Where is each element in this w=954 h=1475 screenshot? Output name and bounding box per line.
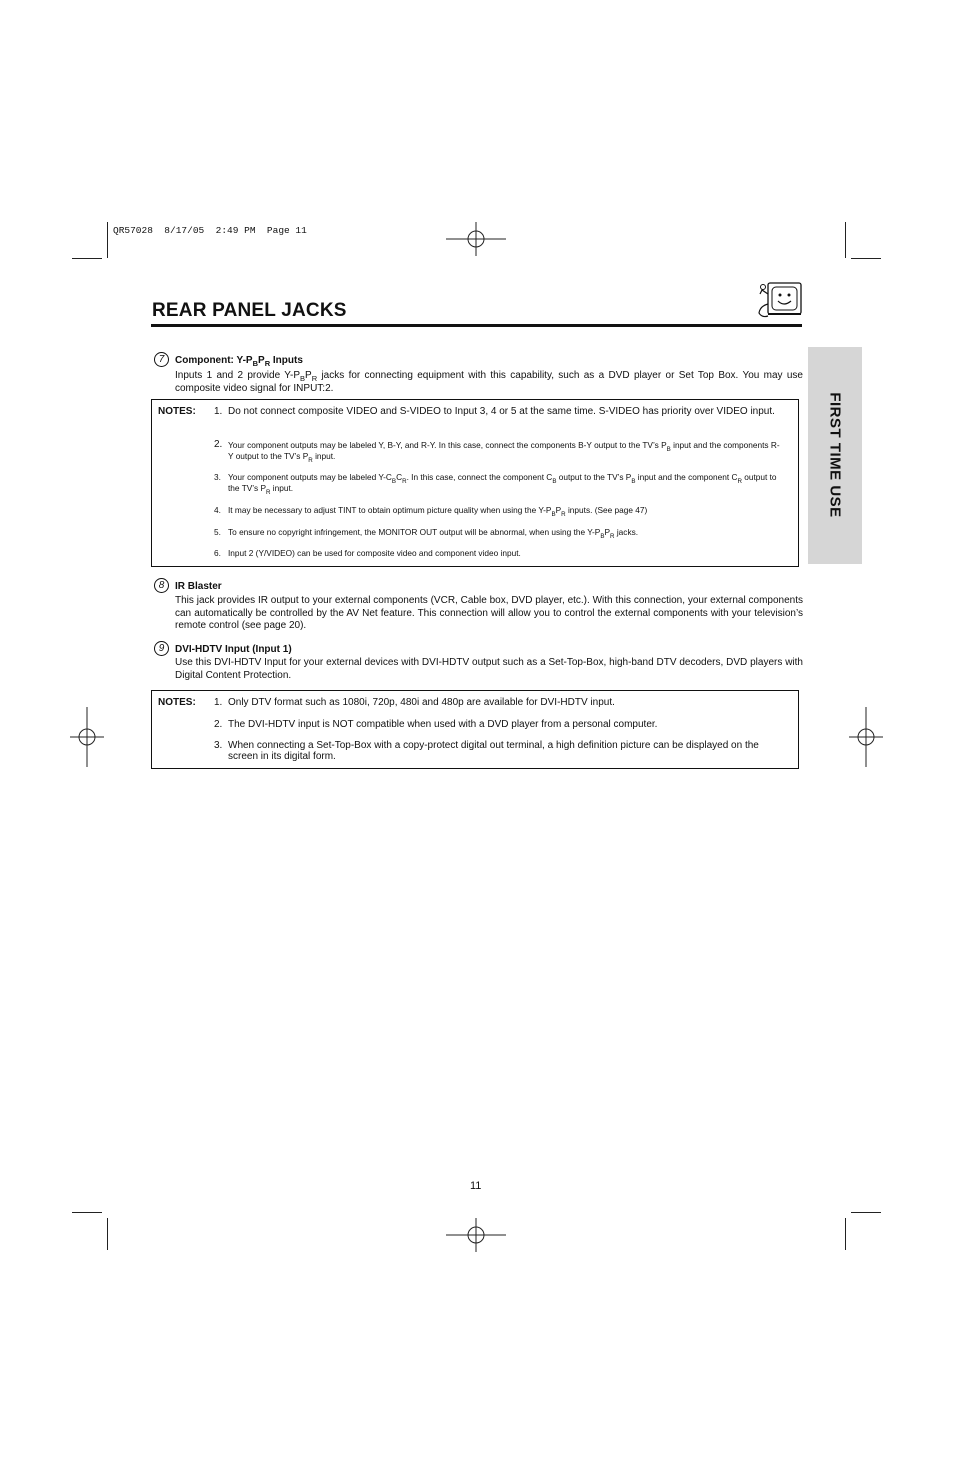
note-text: [214, 440, 784, 464]
crop-mark-top-right-h: [851, 258, 881, 259]
note-number: 2.: [214, 719, 223, 730]
subscript: B: [252, 359, 259, 368]
note-text-part: C: [396, 472, 403, 482]
subscript: R: [265, 488, 271, 496]
subscript: B: [600, 533, 605, 540]
page-title: REAR PANEL JACKS: [152, 300, 347, 321]
body-text: Inputs 1 and 2 provide Y-P: [175, 370, 301, 381]
note-text-part: input and the components R-Y output to the TV’s P: [228, 440, 780, 461]
note-number: 1.: [214, 697, 223, 708]
note-text-part: output to the TV’s P: [556, 472, 632, 482]
subscript: B: [551, 511, 556, 518]
note-text-part: To ensure no copyright infringement, the MONITOR OUT output will be abnormal, when using the Y-P: [228, 527, 601, 537]
note-text-part: output to the TV’s P: [228, 472, 777, 493]
note-text-part: P: [604, 527, 611, 537]
body-text: jacks for connecting equipment with this capability, such as a DVD player or Set Top Box. You may use composite video signal for INPUT:2.: [175, 370, 803, 394]
tv-character-icon: [754, 280, 804, 320]
subscript: B: [631, 478, 636, 485]
note-text: The DVI-HDTV input is NOT compatible when used with a DVD player from a personal computer.: [228, 719, 658, 730]
note-item: [214, 505, 784, 516]
section-heading-dvi-hdtv: DVI-HDTV Input (Input 1): [175, 644, 292, 655]
note-text-part: It may be necessary to adjust TINT to obtain optimum picture quality when using the Y-P: [228, 505, 552, 515]
note-item: [214, 548, 784, 559]
section-heading-component: [175, 355, 303, 366]
section-number-7: 7: [154, 352, 169, 367]
heading-text: Inputs: [270, 355, 303, 366]
note-number: 6.: [214, 548, 221, 558]
subscript: B: [391, 478, 397, 485]
registration-mark-top-icon: [446, 222, 506, 256]
note-text: When connecting a Set-Top-Box with a copy-protect digital out terminal, a high definition picture can be displayed on the screen in its digital form.: [228, 740, 759, 762]
notes-box-component: [151, 399, 799, 567]
section-number-8: 8: [154, 578, 169, 593]
subscript: R: [311, 374, 318, 383]
note-text-part: . In this case, connect the component C: [406, 472, 553, 482]
note-item: [214, 439, 784, 464]
crop-mark-top-left-h: [72, 258, 102, 259]
note-number: 3.: [214, 740, 223, 751]
note-item: [214, 719, 784, 730]
notes-label: NOTES:: [158, 406, 196, 417]
note-text: Input 2 (Y/VIDEO) can be used for composite video and component video input.: [228, 548, 521, 558]
section-body-ir-blaster: This jack provides IR output to your external components (VCR, Cable box, DVD player, etc.). With this connection, your external components can automatically be controlled by the AV Net feature. This connection will allow you to control the external components with your television’s remote control (see page 20).: [175, 595, 803, 631]
crop-mark-top-left-v: [107, 222, 108, 258]
note-item: [214, 406, 784, 417]
note-text-part: inputs. (See page 47): [565, 505, 648, 515]
subscript: R: [737, 478, 742, 485]
title-rule: [151, 324, 802, 327]
registration-mark-bottom-icon: [446, 1218, 506, 1252]
notes-box-dvi: [151, 690, 799, 769]
crop-mark-top-right-v: [845, 222, 846, 258]
note-number: 5.: [214, 527, 221, 537]
note-text-part: jacks.: [614, 527, 639, 537]
note-text-part: input and the component C: [635, 472, 738, 482]
notes-label: NOTES:: [158, 697, 196, 708]
subscript: R: [610, 533, 615, 540]
crop-mark-bottom-left-h: [72, 1212, 102, 1213]
heading-text: Component: Y-P: [175, 355, 253, 366]
body-text: P: [305, 370, 312, 381]
note-number: 1.: [214, 406, 223, 417]
note-number: 2.: [214, 439, 223, 450]
section-heading-ir-blaster: IR Blaster: [175, 581, 222, 592]
side-tab-label: FIRST TIME USE: [826, 392, 844, 518]
crop-mark-bottom-left-v: [107, 1218, 108, 1250]
subscript: B: [552, 478, 557, 485]
note-text-part: input.: [312, 450, 336, 461]
heading-text: P: [258, 355, 265, 366]
subscript: R: [308, 456, 313, 464]
subscript: R: [402, 478, 407, 485]
note-text: Do not connect composite VIDEO and S-VIDEO to Input 3, 4 or 5 at the same time. S-VIDEO has priority over VIDEO input.: [228, 406, 775, 417]
crop-mark-bottom-right-h: [851, 1212, 881, 1213]
note-text-part: P: [555, 505, 562, 515]
registration-mark-left-icon: [70, 707, 104, 767]
note-text-part: input.: [270, 482, 294, 493]
note-text-part: Your component outputs may be labeled Y, B-Y, and R-Y. In this case, connect the components B-Y output to the TV’s P: [228, 440, 667, 450]
subscript: R: [561, 511, 566, 518]
note-item: [214, 697, 784, 708]
subscript: R: [264, 359, 271, 368]
registration-mark-right-icon: [849, 707, 883, 767]
note-text: [214, 527, 784, 538]
note-item: [214, 472, 784, 496]
print-slug: QR57028 8/17/05 2:49 PM Page 11: [113, 225, 307, 236]
note-text-part: Your component outputs may be labeled Y-C: [228, 472, 392, 482]
note-text: [214, 505, 784, 516]
section-body-dvi-hdtv: Use this DVI-HDTV Input for your external devices with DVI-HDTV output such as a Set-Top-Box, high-band DTV decoders, DVD players with Digital Content Protection.: [175, 657, 803, 681]
page-number: 11: [470, 1180, 482, 1192]
note-item: [214, 740, 784, 762]
section-body-component: [175, 370, 803, 395]
note-item: [214, 527, 784, 538]
note-number: 3.: [214, 472, 221, 482]
subscript: B: [300, 374, 306, 383]
note-text: Only DTV format such as 1080i, 720p, 480i and 480p are available for DVI-HDTV input.: [228, 697, 615, 708]
section-number-9: 9: [154, 641, 169, 656]
note-number: 4.: [214, 505, 221, 515]
crop-mark-bottom-right-v: [845, 1218, 846, 1250]
subscript: B: [666, 446, 671, 453]
note-text: [214, 472, 784, 496]
